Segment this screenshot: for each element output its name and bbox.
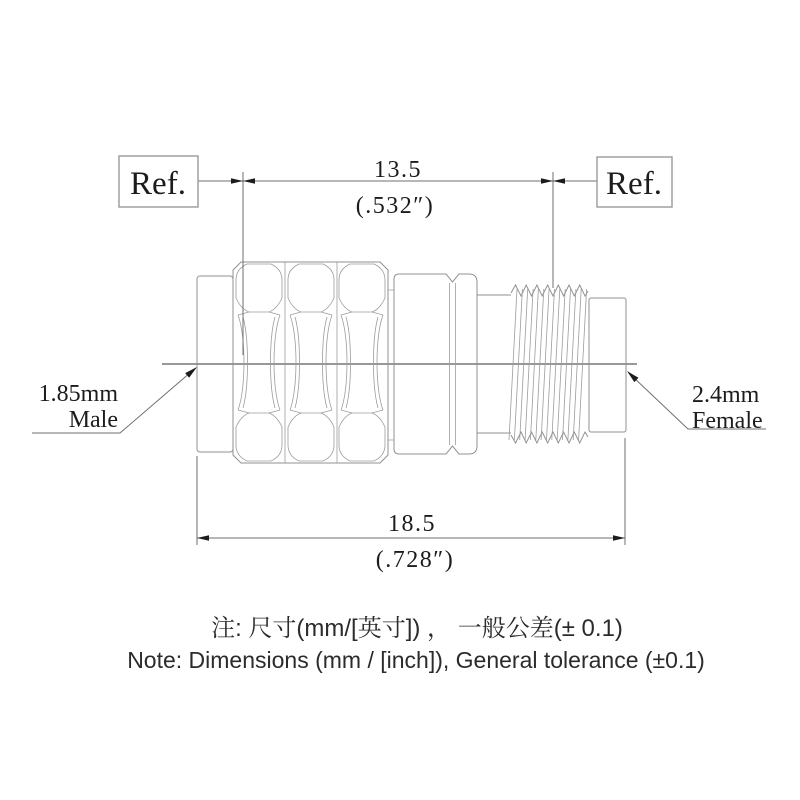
left-connector-gender: Male [68,407,118,433]
female-barrel [589,298,626,432]
top-dimension [198,157,597,355]
top-dimension-inch: (.532″) [355,193,435,219]
ref-label-right: Ref. [606,166,662,202]
right-connector-label [625,369,766,434]
hex-coupling-body [233,262,394,463]
bottom-dimension [197,438,625,573]
ref-box-right [597,157,672,207]
notes [127,615,705,673]
note-chinese: 注: 尺寸(mm/[英寸]) ， 一般公差(± 0.1) [211,615,623,642]
bottom-dimension-inch: (.728″) [375,547,455,573]
right-connector-gender: Female [692,408,763,434]
left-connector-label [32,365,199,433]
ref-box-left [119,156,198,207]
left-connector-size: 1.85mm [38,381,118,407]
ref-label-left: Ref. [130,166,186,202]
right-connector-size: 2.4mm [692,382,760,408]
top-dimension-mm: 13.5 [374,157,422,183]
note-english: Note: Dimensions (mm / [inch]), General tolerance (±0.1) [127,647,705,673]
bottom-dimension-mm: 18.5 [388,511,436,537]
